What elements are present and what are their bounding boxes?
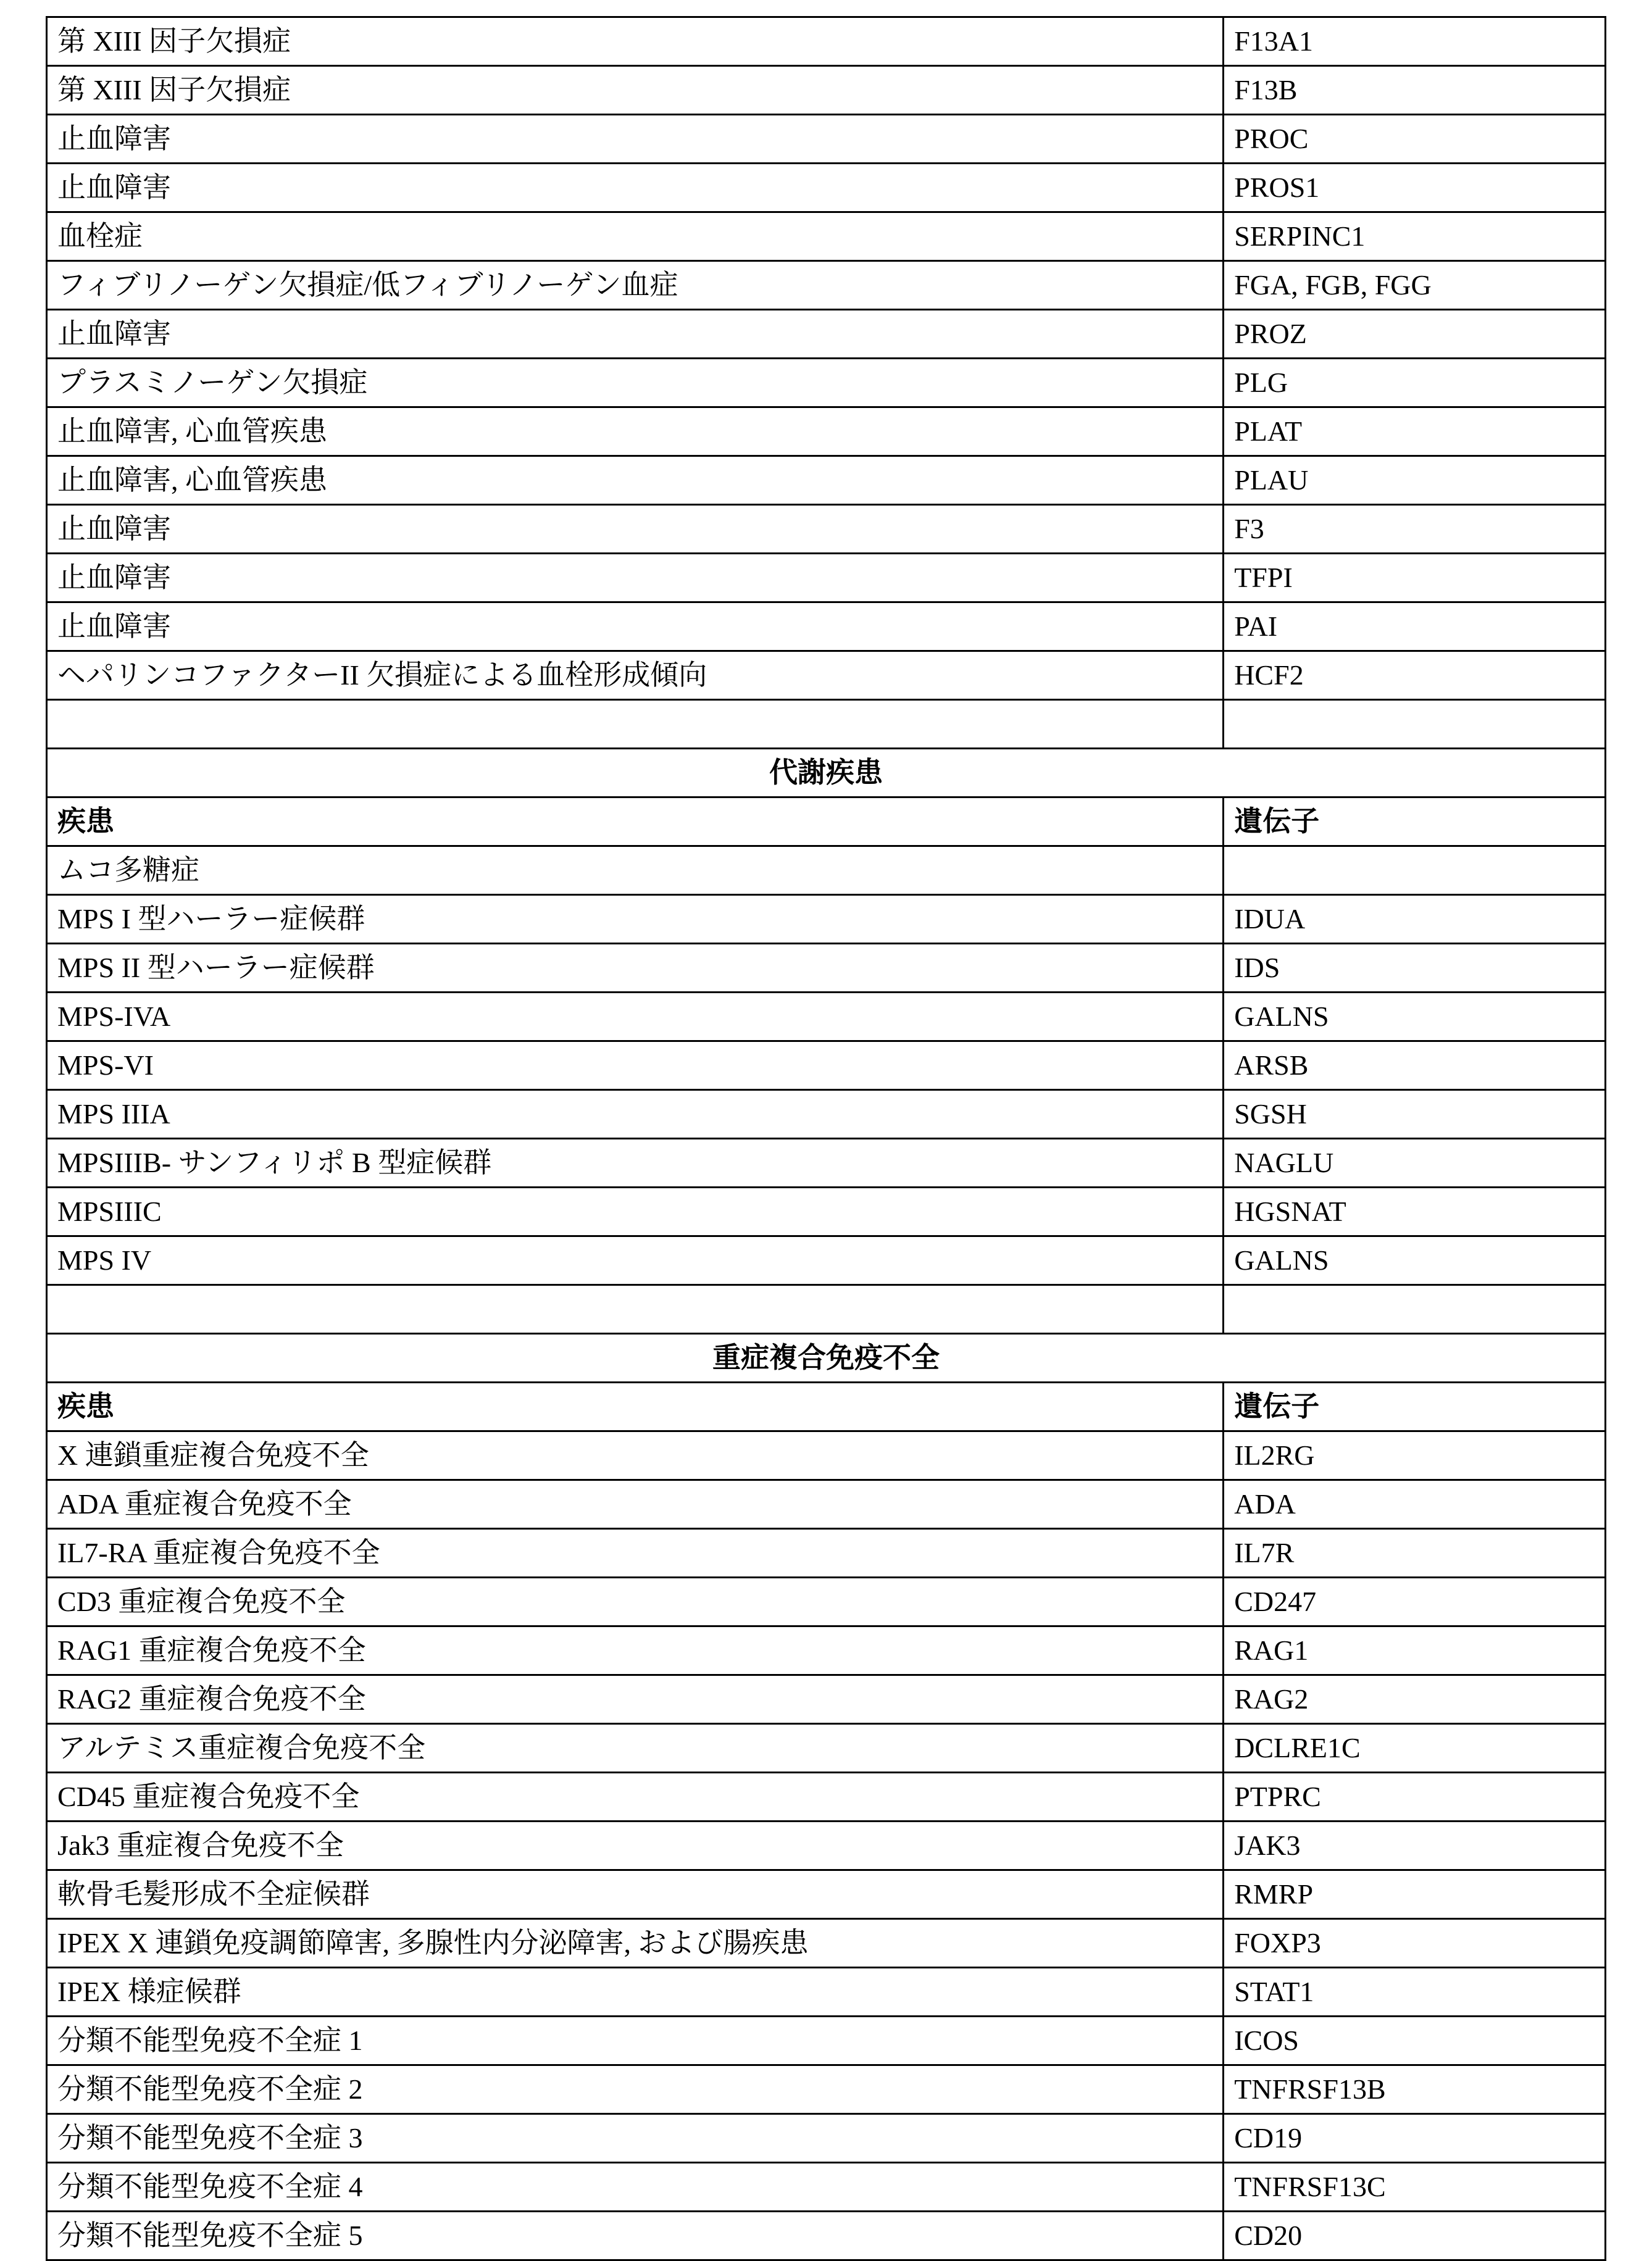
table-row <box>47 1431 1606 1480</box>
gene-cell: SGSH <box>1224 1090 1606 1139</box>
table-row <box>47 2065 1606 2114</box>
gene-cell: HCF2 <box>1224 651 1606 700</box>
gene-cell <box>1224 700 1606 749</box>
gene-cell: PTPRC <box>1224 1773 1606 1822</box>
disease-cell: 血栓症 <box>47 212 1224 261</box>
table-row <box>47 1578 1606 1626</box>
disease-cell: 止血障害, 心血管疾患 <box>47 407 1224 456</box>
disease-cell: フィブリノーゲン欠損症/低フィブリノーゲン血症 <box>47 261 1224 310</box>
table-row <box>47 359 1606 407</box>
table-row <box>47 115 1606 164</box>
disease-cell: 分類不能型免疫不全症 5 <box>47 2212 1224 2260</box>
table-row <box>47 2017 1606 2065</box>
gene-cell: F13B <box>1224 66 1606 115</box>
gene-cell: PLG <box>1224 359 1606 407</box>
gene-cell: FGA, FGB, FGG <box>1224 261 1606 310</box>
table-row <box>47 407 1606 456</box>
disease-cell: プラスミノーゲン欠損症 <box>47 359 1224 407</box>
disease-gene-table-body <box>47 17 1606 2260</box>
table-row <box>47 1236 1606 1285</box>
table-row <box>47 554 1606 602</box>
disease-cell <box>47 1285 1224 1334</box>
disease-cell: IPEX X 連鎖免疫調節障害, 多腺性内分泌障害, および腸疾患 <box>47 1919 1224 1968</box>
disease-cell: 分類不能型免疫不全症 4 <box>47 2163 1224 2212</box>
gene-cell: GALNS <box>1224 1236 1606 1285</box>
table-row <box>47 700 1606 749</box>
table-row <box>47 944 1606 993</box>
disease-cell: CD45 重症複合免疫不全 <box>47 1773 1224 1822</box>
table-row <box>47 1675 1606 1724</box>
gene-cell: IDUA <box>1224 895 1606 944</box>
gene-column-header: 遺伝子 <box>1224 1383 1606 1431</box>
disease-gene-table <box>46 16 1606 2261</box>
gene-cell: FOXP3 <box>1224 1919 1606 1968</box>
disease-cell: 第 XIII 因子欠損症 <box>47 17 1224 66</box>
gene-cell: PLAU <box>1224 456 1606 505</box>
table-row <box>47 1041 1606 1090</box>
disease-cell: 分類不能型免疫不全症 1 <box>47 2017 1224 2065</box>
gene-cell: IL2RG <box>1224 1431 1606 1480</box>
gene-cell: TNFRSF13B <box>1224 2065 1606 2114</box>
gene-cell: F3 <box>1224 505 1606 554</box>
gene-cell: RAG2 <box>1224 1675 1606 1724</box>
disease-column-header: 疾患 <box>47 797 1224 846</box>
table-row <box>47 1480 1606 1529</box>
gene-cell: IDS <box>1224 944 1606 993</box>
gene-cell <box>1224 1285 1606 1334</box>
table-row <box>47 1139 1606 1188</box>
gene-cell: TNFRSF13C <box>1224 2163 1606 2212</box>
gene-cell: ICOS <box>1224 2017 1606 2065</box>
disease-cell: X 連鎖重症複合免疫不全 <box>47 1431 1224 1480</box>
section-title: 重症複合免疫不全 <box>47 1334 1606 1383</box>
gene-column-header: 遺伝子 <box>1224 797 1606 846</box>
gene-cell: PLAT <box>1224 407 1606 456</box>
gene-cell: JAK3 <box>1224 1822 1606 1870</box>
table-row <box>47 1285 1606 1334</box>
table-row <box>47 505 1606 554</box>
table-row <box>47 17 1606 66</box>
disease-cell: RAG1 重症複合免疫不全 <box>47 1626 1224 1675</box>
gene-cell: RAG1 <box>1224 1626 1606 1675</box>
table-row <box>47 456 1606 505</box>
gene-cell <box>1224 846 1606 895</box>
table-row <box>47 66 1606 115</box>
gene-cell: DCLRE1C <box>1224 1724 1606 1773</box>
gene-cell: ADA <box>1224 1480 1606 1529</box>
gene-cell: CD19 <box>1224 2114 1606 2163</box>
disease-cell: MPS-IVA <box>47 993 1224 1041</box>
disease-cell: 止血障害 <box>47 554 1224 602</box>
gene-cell: PROC <box>1224 115 1606 164</box>
gene-cell: NAGLU <box>1224 1139 1606 1188</box>
gene-cell: TFPI <box>1224 554 1606 602</box>
disease-cell: MPS II 型ハーラー症候群 <box>47 944 1224 993</box>
table-row <box>47 2163 1606 2212</box>
gene-cell: HGSNAT <box>1224 1188 1606 1236</box>
disease-cell: 止血障害, 心血管疾患 <box>47 456 1224 505</box>
column-header-row <box>47 797 1606 846</box>
gene-cell: PAI <box>1224 602 1606 651</box>
table-row <box>47 602 1606 651</box>
disease-cell: 止血障害 <box>47 505 1224 554</box>
table-row <box>47 846 1606 895</box>
gene-cell: SERPINC1 <box>1224 212 1606 261</box>
table-row <box>47 310 1606 359</box>
gene-cell: CD20 <box>1224 2212 1606 2260</box>
disease-cell: CD3 重症複合免疫不全 <box>47 1578 1224 1626</box>
gene-cell: STAT1 <box>1224 1968 1606 2017</box>
table-row <box>47 164 1606 212</box>
table-row <box>47 1188 1606 1236</box>
disease-cell: 分類不能型免疫不全症 3 <box>47 2114 1224 2163</box>
disease-cell: MPS I 型ハーラー症候群 <box>47 895 1224 944</box>
table-row <box>47 261 1606 310</box>
disease-cell: MPS-VI <box>47 1041 1224 1090</box>
column-header-row <box>47 1383 1606 1431</box>
table-row <box>47 2114 1606 2163</box>
disease-cell: RAG2 重症複合免疫不全 <box>47 1675 1224 1724</box>
disease-cell: 止血障害 <box>47 115 1224 164</box>
disease-cell: 止血障害 <box>47 310 1224 359</box>
gene-cell: PROS1 <box>1224 164 1606 212</box>
disease-cell: ムコ多糖症 <box>47 846 1224 895</box>
table-row <box>47 1870 1606 1919</box>
table-row <box>47 1090 1606 1139</box>
disease-cell: 分類不能型免疫不全症 2 <box>47 2065 1224 2114</box>
section-title-row <box>47 1334 1606 1383</box>
disease-cell: アルテミス重症複合免疫不全 <box>47 1724 1224 1773</box>
table-row <box>47 1919 1606 1968</box>
disease-column-header: 疾患 <box>47 1383 1224 1431</box>
disease-cell: MPS IV <box>47 1236 1224 1285</box>
table-row <box>47 1529 1606 1578</box>
disease-cell: 第 XIII 因子欠損症 <box>47 66 1224 115</box>
table-row <box>47 895 1606 944</box>
disease-cell: MPSIIIC <box>47 1188 1224 1236</box>
disease-cell: ヘパリンコファクターII 欠損症による血栓形成傾向 <box>47 651 1224 700</box>
table-row <box>47 1822 1606 1870</box>
gene-cell: ARSB <box>1224 1041 1606 1090</box>
table-row <box>47 1626 1606 1675</box>
gene-cell: PROZ <box>1224 310 1606 359</box>
table-row <box>47 1773 1606 1822</box>
disease-cell: 軟骨毛髪形成不全症候群 <box>47 1870 1224 1919</box>
disease-cell: IPEX 様症候群 <box>47 1968 1224 2017</box>
table-row <box>47 212 1606 261</box>
disease-cell: ADA 重症複合免疫不全 <box>47 1480 1224 1529</box>
disease-cell: 止血障害 <box>47 164 1224 212</box>
disease-cell: Jak3 重症複合免疫不全 <box>47 1822 1224 1870</box>
table-row <box>47 651 1606 700</box>
gene-cell: F13A1 <box>1224 17 1606 66</box>
table-row <box>47 2212 1606 2260</box>
disease-cell: MPS IIIA <box>47 1090 1224 1139</box>
disease-cell <box>47 700 1224 749</box>
gene-cell: CD247 <box>1224 1578 1606 1626</box>
disease-cell: IL7-RA 重症複合免疫不全 <box>47 1529 1224 1578</box>
disease-cell: MPSIIIB- サンフィリポ B 型症候群 <box>47 1139 1224 1188</box>
gene-cell: IL7R <box>1224 1529 1606 1578</box>
section-title-row <box>47 749 1606 797</box>
section-title: 代謝疾患 <box>47 749 1606 797</box>
table-row <box>47 1968 1606 2017</box>
table-row <box>47 993 1606 1041</box>
table-row <box>47 1724 1606 1773</box>
disease-cell: 止血障害 <box>47 602 1224 651</box>
gene-cell: GALNS <box>1224 993 1606 1041</box>
gene-cell: RMRP <box>1224 1870 1606 1919</box>
